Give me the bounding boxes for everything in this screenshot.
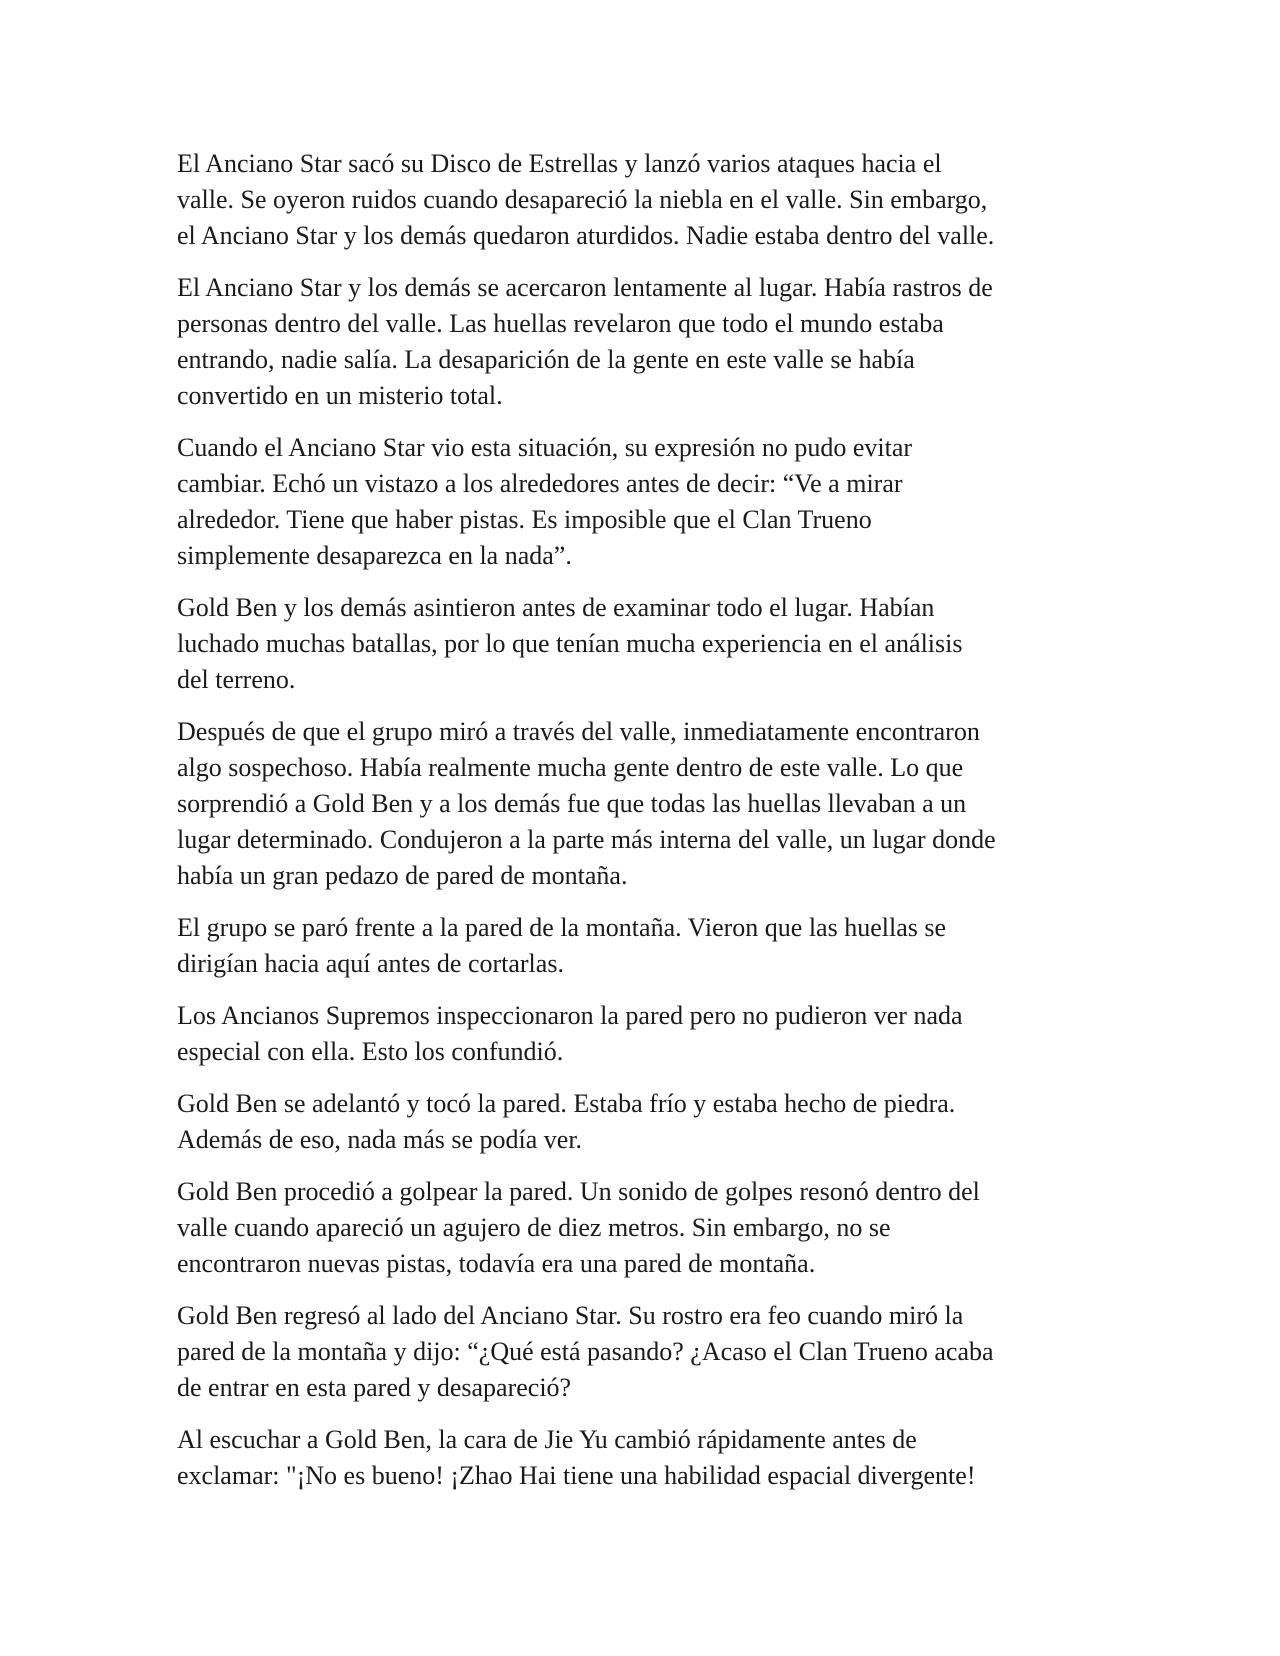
document-page [177, 146, 1117, 1510]
paragraph [177, 270, 1117, 414]
text-line: El Anciano Star sacó su Disco de Estrellas y lanzó varios ataques hacia el [177, 149, 942, 178]
text-line: Después de que el grupo miró a través del valle, inmediatamente encontraron [177, 717, 980, 746]
text-line: Cuando el Anciano Star vio esta situación, su expresión no pudo evitar [177, 433, 913, 462]
paragraph [177, 1298, 1117, 1406]
text-line: entrando, nadie salía. La desaparición de la gente en este valle se había [177, 345, 915, 374]
text-line: Gold Ben regresó al lado del Anciano Star. Su rostro era feo cuando miró la [177, 1301, 964, 1330]
text-line: El Anciano Star y los demás se acercaron lentamente al lugar. Había rastros de [177, 273, 993, 302]
text-line: personas dentro del valle. Las huellas revelaron que todo el mundo estaba [177, 309, 944, 338]
text-line: del terreno. [177, 665, 296, 694]
text-line: convertido en un misterio total. [177, 381, 503, 410]
paragraph [177, 1422, 1117, 1494]
text-line: exclamar: "¡No es bueno! ¡Zhao Hai tiene una habilidad espacial divergente! [177, 1461, 976, 1490]
text-line: valle. Se oyeron ruidos cuando desapareció la niebla en el valle. Sin embargo, [177, 185, 988, 214]
text-line: de entrar en esta pared y desapareció? [177, 1373, 572, 1402]
paragraph [177, 1086, 1117, 1158]
paragraph [177, 998, 1117, 1070]
text-line: El grupo se paró frente a la pared de la montaña. Vieron que las huellas se [177, 913, 947, 942]
paragraph [177, 146, 1117, 254]
text-line: Además de eso, nada más se podía ver. [177, 1125, 583, 1154]
text-line: alrededor. Tiene que haber pistas. Es imposible que el Clan Trueno [177, 505, 872, 534]
text-line: había un gran pedazo de pared de montaña. [177, 861, 628, 890]
text-line: Gold Ben procedió a golpear la pared. Un sonido de golpes resonó dentro del [177, 1177, 980, 1206]
paragraph [177, 430, 1117, 574]
text-line: Al escuchar a Gold Ben, la cara de Jie Yu cambió rápidamente antes de [177, 1425, 917, 1454]
text-line: el Anciano Star y los demás quedaron aturdidos. Nadie estaba dentro del valle. [177, 221, 995, 250]
text-line: Gold Ben se adelantó y tocó la pared. Estaba frío y estaba hecho de piedra. [177, 1089, 956, 1118]
paragraph [177, 910, 1117, 982]
text-line: lugar determinado. Condujeron a la parte más interna del valle, un lugar donde [177, 825, 996, 854]
text-line: algo sospechoso. Había realmente mucha gente dentro de este valle. Lo que [177, 753, 964, 782]
text-line: simplemente desaparezca en la nada”. [177, 541, 572, 570]
paragraph [177, 714, 1117, 894]
text-line: dirigían hacia aquí antes de cortarlas. [177, 949, 564, 978]
paragraph [177, 590, 1117, 698]
text-line: luchado muchas batallas, por lo que tenían mucha experiencia en el análisis [177, 629, 963, 658]
text-line: Gold Ben y los demás asintieron antes de examinar todo el lugar. Habían [177, 593, 935, 622]
text-line: Los Ancianos Supremos inspeccionaron la pared pero no pudieron ver nada [177, 1001, 963, 1030]
text-line: cambiar. Echó un vistazo a los alrededores antes de decir: “Ve a mirar [177, 469, 903, 498]
text-line: valle cuando apareció un agujero de diez metros. Sin embargo, no se [177, 1213, 891, 1242]
text-line: encontraron nuevas pistas, todavía era una pared de montaña. [177, 1249, 816, 1278]
text-line: sorprendió a Gold Ben y a los demás fue que todas las huellas llevaban a un [177, 789, 967, 818]
text-line: especial con ella. Esto los confundió. [177, 1037, 564, 1066]
paragraph [177, 1174, 1117, 1282]
text-line: pared de la montaña y dijo: “¿Qué está pasando? ¿Acaso el Clan Trueno acaba [177, 1337, 994, 1366]
